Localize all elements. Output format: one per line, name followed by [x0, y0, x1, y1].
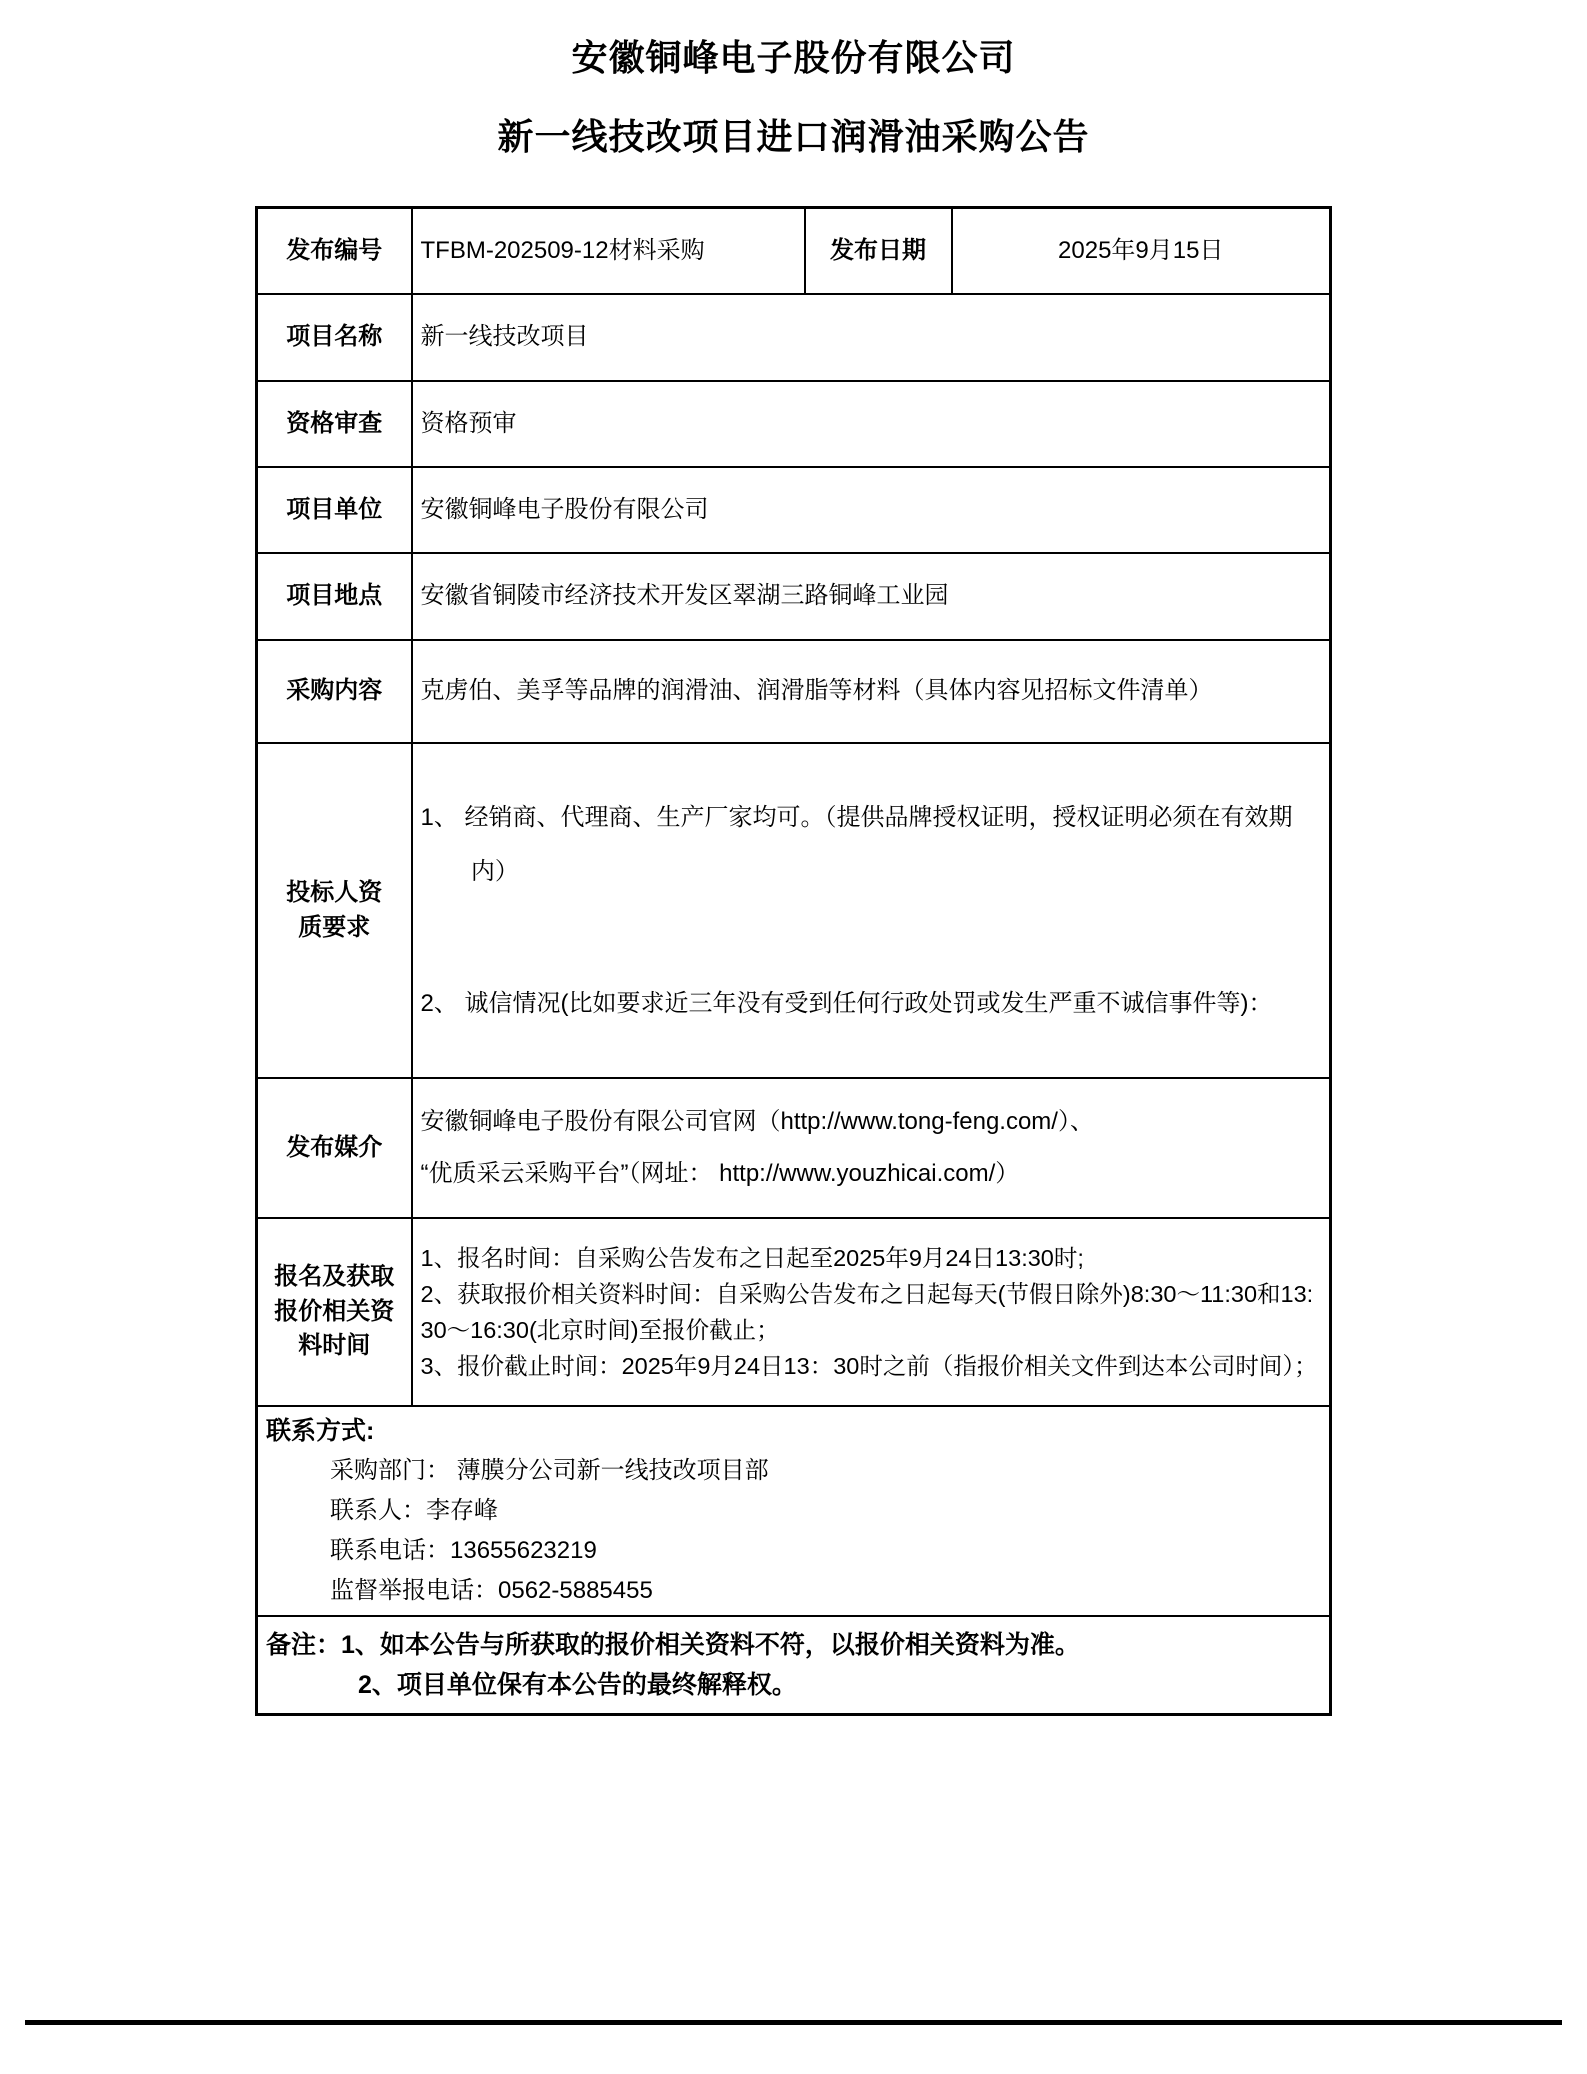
- procurement-content-value: 克虏伯、美孚等品牌的润滑油、润滑脂等材料（具体内容见招标文件清单）: [412, 640, 1331, 743]
- schedule-item-1: 1、报名时间：自采购公告发布之日起至2025年9月24日13:30时;: [420, 1245, 1084, 1271]
- remark-line-1: 备注：1、如本公告与所获取的报价相关资料不符，以报价相关资料为准。: [266, 1631, 1080, 1659]
- schedule-label: [257, 1218, 412, 1406]
- announcement-table: [255, 206, 1332, 1716]
- schedule-value: [412, 1218, 1331, 1406]
- page-subtitle: 新一线技改项目进口润滑油采购公告: [497, 116, 1090, 157]
- bidder-qualification-label-line: 投标人资: [286, 878, 383, 906]
- schedule-item-3: 3、报价截止时间：2025年9月24日13：30时之前（指报价相关文件到达本公司时间）；: [420, 1353, 1318, 1379]
- publish-media-line-2: “优质采云采购平台”（网址： http://www.youzhicai.com/）: [420, 1160, 1020, 1187]
- document-page: [0, 30, 1587, 1716]
- contact-department: 采购部门： 薄膜分公司新一线技改项目部: [330, 1457, 769, 1484]
- table-row-project-name: [257, 294, 1331, 381]
- publish-date-value: 2025年9月15日: [952, 208, 1331, 295]
- schedule-label-line: 料时间: [298, 1332, 371, 1360]
- project-location-value: 安徽省铜陵市经济技术开发区翠湖三路铜峰工业园: [412, 553, 1331, 640]
- publish-date-label: 发布日期: [805, 208, 952, 295]
- project-unit-value: 安徽铜峰电子股份有限公司: [412, 467, 1331, 553]
- page-footer-rule: [25, 2020, 1562, 2025]
- schedule-label-line: 报价相关资: [274, 1297, 395, 1325]
- remark-line-2: 2、项目单位保有本公告的最终解释权。: [358, 1671, 797, 1699]
- publish-media-value: [412, 1078, 1331, 1218]
- bidder-qualification-label: [257, 743, 412, 1078]
- publish-number-label: 发布编号: [257, 208, 412, 295]
- table-row-qualification-review: [257, 381, 1331, 467]
- contact-person: 联系人：李存峰: [330, 1497, 498, 1524]
- page-title: 安徽铜峰电子股份有限公司: [571, 37, 1016, 78]
- bidder-qualification-value: [412, 743, 1331, 1078]
- project-unit-label: 项目单位: [257, 467, 412, 553]
- qualification-item-2: 2、 诚信情况(比如要求近三年没有受到任何行政处罚或发生严重不诚信事件等)：: [420, 989, 1273, 1017]
- publish-media-line-1: 安徽铜峰电子股份有限公司官网（http://www.tong-feng.com/）、: [420, 1108, 1094, 1135]
- table-row-project-unit: [257, 467, 1331, 553]
- table-row-publish-media: [257, 1078, 1331, 1218]
- procurement-content-label: 采购内容: [257, 640, 412, 743]
- qualification-review-value: 资格预审: [412, 381, 1331, 467]
- contact-cell: [257, 1406, 1331, 1616]
- qualification-review-label: 资格审查: [257, 381, 412, 467]
- qualification-item-1: 1、 经销商、代理商、生产厂家均可。（提供品牌授权证明，授权证明必须在有效期内）: [420, 803, 1293, 885]
- project-location-label: 项目地点: [257, 553, 412, 640]
- table-row-bidder-qualification: [257, 743, 1331, 1078]
- table-row-project-location: [257, 553, 1331, 640]
- publish-number-value: TFBM-202509-12材料采购: [412, 208, 805, 295]
- contact-phone: 联系电话：13655623219: [330, 1537, 597, 1564]
- schedule-item-2: 2、获取报价相关资料时间：自采购公告发布之日起每天(节假日除外)8:30～11:30和13:30～16:30(北京时间)至报价截止；: [420, 1281, 1314, 1343]
- project-name-value: 新一线技改项目: [412, 294, 1331, 381]
- table-row-procurement-content: [257, 640, 1331, 743]
- project-name-label: 项目名称: [257, 294, 412, 381]
- bidder-qualification-label-line: 质要求: [298, 913, 371, 941]
- remarks-cell: [257, 1616, 1331, 1715]
- publish-media-label: 发布媒介: [257, 1078, 412, 1218]
- contact-heading: 联系方式:: [266, 1417, 375, 1445]
- table-row-publish: [257, 208, 1331, 295]
- table-row-schedule: [257, 1218, 1331, 1406]
- schedule-label-line: 报名及获取: [274, 1262, 395, 1290]
- table-row-contact: [257, 1406, 1331, 1616]
- contact-supervision-phone: 监督举报电话：0562-5885455: [330, 1577, 653, 1604]
- table-row-remarks: [257, 1616, 1331, 1715]
